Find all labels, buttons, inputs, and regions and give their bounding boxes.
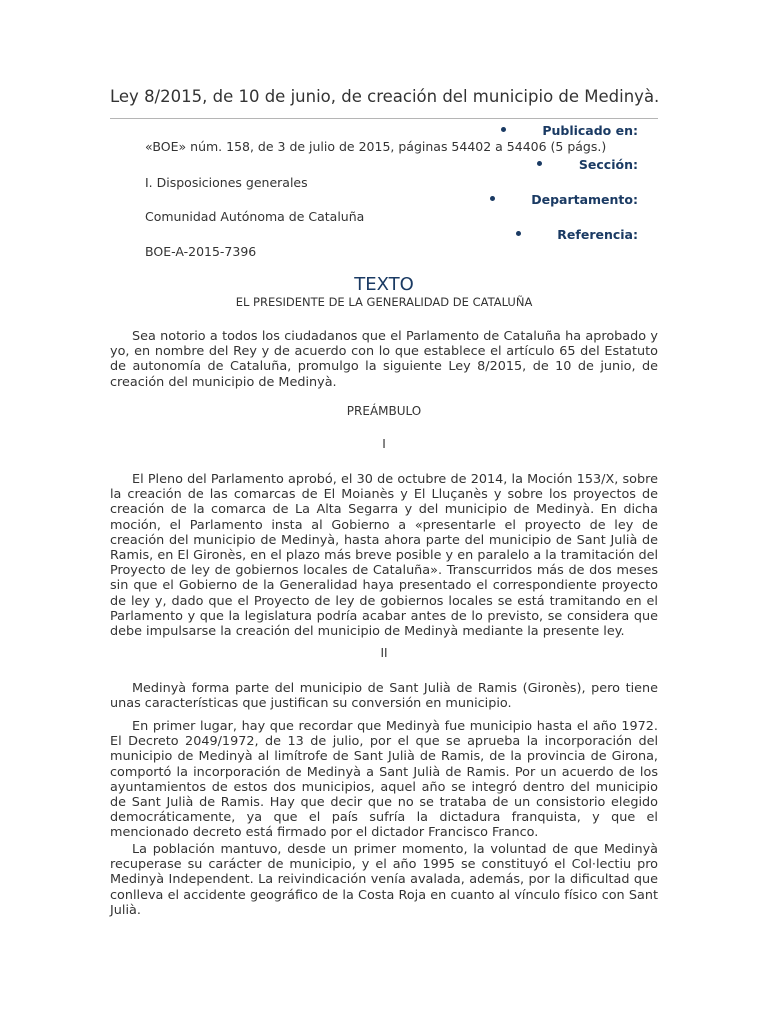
meta-value-publicado: «BOE» núm. 158, de 3 de julio de 2015, páginas 54402 a 54406 (5 págs.) — [145, 139, 607, 154]
meta-label-departamento: Departamento: — [490, 192, 639, 207]
section-2-label: II — [380, 646, 388, 660]
texto-heading: TEXTO — [354, 274, 414, 295]
meta-value-seccion: I. Disposiciones generales — [145, 175, 308, 190]
meta-label-referencia: Referencia: — [516, 227, 638, 242]
bullet-icon — [490, 196, 495, 201]
meta-label-publicado: Publicado en: — [501, 123, 638, 138]
section-2-paragraph-1: Medinyà forma parte del municipio de Sant Julià de Ramis (Gironès), pero tiene unas características que justifican su conversión en municipio. — [110, 681, 658, 712]
section-2-paragraph-3: La población mantuvo, desde un primer momento, la voluntad de que Medinyà recuperase su carácter de municipio, y el año 1995 se constituyó el Col·lectiu pro Medinyà Independent. La reivindicación venía avalada, además, por la dificultad que conlleva el accidente geográfico de la Costa Roja en cuanto al vínculo físico con Sant Julià. — [110, 842, 658, 918]
intro-paragraph: Sea notorio a todos los ciudadanos que el Parlamento de Cataluña ha aprobado y yo, en nombre del Rey y de acuerdo con lo que establece el artículo 65 del Estatuto de autonomía de Cataluña, promulgo la siguiente Ley 8/2015, de 10 de junio, de creación del municipio de Medinyà. — [110, 329, 658, 390]
bullet-icon — [501, 127, 506, 132]
section-2-paragraph-2: En primer lugar, hay que recordar que Medinyà fue municipio hasta el año 1972. El Decreto 2049/1972, de 13 de julio, por el que se aprueba la incorporación del municipio de Medinyà al limítrofe de Sant Julià de Ramis, de la provincia de Girona, comportó la incorporación de Medinyà a Sant Julià de Ramis. Por un acuerdo de los ayuntamientos de estos dos municipios, aquel año se integró dentro del municipio de Sant Julià de Ramis. Hay que decir que no se trataba de un consistorio elegido democráticamente, ya que el país sufría la dictadura franquista, y que el mencionado decreto está firmado por el dictador Francisco Franco. — [110, 719, 658, 841]
presidente-subheading: EL PRESIDENTE DE LA GENERALIDAD DE CATALUÑA — [235, 295, 533, 309]
section-1-label: I — [382, 437, 386, 451]
meta-value-departamento: Comunidad Autónoma de Cataluña — [145, 209, 365, 224]
meta-value-referencia: BOE-A-2015-7396 — [145, 244, 257, 259]
section-1-paragraph-1: El Pleno del Parlamento aprobó, el 30 de octubre de 2014, la Moción 153/X, sobre la creación de las comarcas de El Moianès y El Lluçanès y sobre los proyectos de creación de la comarca de La Alta Segarra y del municipio de Medinyà. En dicha moción, el Parlamento insta al Gobierno a «presentarle el proyecto de ley de creación del municipio de Medinyà, hasta ahora parte del municipio de Sant Julià de Ramis, en El Gironès, en el plazo más breve posible y en paralelo a la tramitación del Proyecto de ley de gobiernos locales de Cataluña». Transcurridos más de dos meses sin que el Gobierno de la Generalidad haya presentado el correspondiente proyecto de ley y, dado que el Proyecto de ley de gobiernos locales se está tramitando en el Parlamento y que la legislatura podría acabar antes de lo previsto, se considera que debe impulsarse la creación del municipio de Medinyà mediante la presente ley. — [110, 472, 658, 640]
preambulo-label: PREÁMBULO — [346, 404, 422, 418]
bullet-icon — [516, 231, 521, 236]
bullet-icon — [537, 161, 542, 166]
meta-label-seccion: Sección: — [537, 157, 638, 172]
title-divider — [110, 118, 658, 119]
document-title: Ley 8/2015, de 10 de junio, de creación del municipio de Medinyà. — [110, 87, 660, 106]
